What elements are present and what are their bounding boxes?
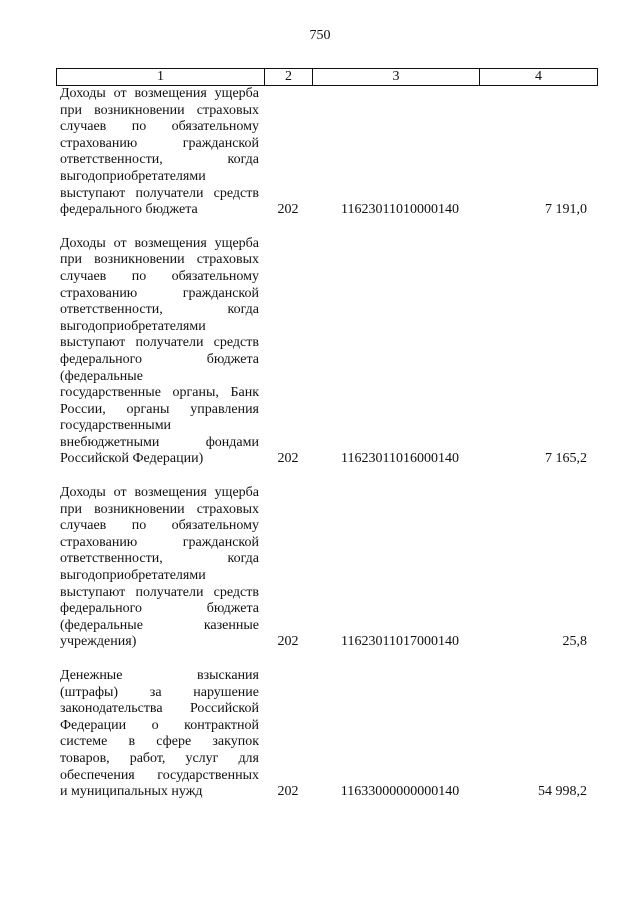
- description-line: государственные органы, Банк: [60, 385, 259, 401]
- row-description: [56, 668, 259, 801]
- description-line: Российской Федерации): [60, 451, 204, 467]
- description-line: выступают получатели средств: [60, 584, 259, 600]
- row-kbk-code: 11633000000000140: [340, 784, 460, 800]
- description-line: Денежные взыскания: [60, 668, 259, 683]
- row-description: [56, 236, 259, 468]
- description-line: ответственности, когда: [60, 152, 259, 168]
- row-amount: 54 998,2: [538, 784, 587, 800]
- description-line: выгодоприобретателями: [60, 318, 206, 334]
- header-col-2: 2: [265, 69, 313, 86]
- description-line: федерального бюджета: [60, 202, 198, 218]
- row-description: [56, 485, 259, 651]
- description-line: (федеральные: [60, 368, 143, 384]
- description-line: при возникновении страховых: [60, 501, 259, 517]
- description-line: ответственности, когда: [60, 551, 259, 567]
- description-line: Доходы от возмещения ущерба: [60, 235, 259, 251]
- description-line: Федерации о контрактной: [60, 717, 259, 733]
- row-description: [56, 86, 259, 219]
- description-line: страхованию гражданской: [60, 534, 259, 550]
- description-line: (штрафы) за нарушение: [60, 684, 259, 700]
- description-line: случаев по обязательному: [60, 518, 259, 534]
- description-line: и муниципальных нужд: [60, 784, 203, 800]
- description-line: случаев по обязательному: [60, 268, 259, 284]
- table-row: [56, 86, 593, 219]
- description-line: товаров, работ, услуг для: [60, 750, 259, 766]
- row-admin-code: 202: [277, 784, 299, 800]
- description-line: при возникновении страховых: [60, 252, 259, 268]
- description-line: государственными: [60, 418, 172, 434]
- row-amount: 25,8: [562, 634, 587, 650]
- row-kbk-code: 11623011016000140: [341, 451, 459, 467]
- description-line: федерального бюджета: [60, 601, 259, 617]
- row-admin-code: 202: [277, 634, 299, 650]
- table-row: [56, 485, 593, 651]
- description-line: страхованию гражданской: [60, 135, 259, 151]
- description-line: федерального бюджета: [60, 351, 259, 367]
- description-line: страхованию гражданской: [60, 285, 259, 301]
- description-line: законодательства Российской: [60, 701, 259, 717]
- description-line: внебюджетными фондами: [60, 434, 259, 450]
- description-line: Доходы от возмещения ущерба: [60, 86, 259, 101]
- row-amount: 7 191,0: [545, 202, 587, 218]
- description-line: Доходы от возмещения ущерба: [60, 485, 259, 501]
- row-admin-code: 202: [277, 451, 299, 467]
- description-line: ответственности, когда: [60, 302, 259, 318]
- row-amount: 7 165,2: [545, 451, 587, 467]
- description-line: выступают получатели средств: [60, 335, 259, 351]
- row-kbk-code: 11623011010000140: [341, 202, 459, 218]
- header-row: [57, 69, 598, 86]
- row-kbk-code: 11623011017000140: [341, 634, 459, 650]
- description-line: системе в сфере закупок: [60, 734, 259, 750]
- table-body: [56, 86, 593, 818]
- description-line: обеспечения государственных: [60, 767, 259, 783]
- table-row: [56, 668, 593, 801]
- header-col-3: 3: [313, 69, 480, 86]
- description-line: при возникновении страховых: [60, 102, 259, 118]
- description-line: случаев по обязательному: [60, 119, 259, 135]
- table-header: [56, 68, 598, 86]
- description-line: выгодоприобретателями: [60, 168, 206, 184]
- header-col-1: 1: [57, 69, 265, 86]
- header-col-4: 4: [480, 69, 598, 86]
- description-line: России, органы управления: [60, 401, 259, 417]
- description-line: выступают получатели средств: [60, 185, 259, 201]
- row-admin-code: 202: [277, 202, 299, 218]
- page-number: 750: [309, 28, 331, 43]
- table-row: [56, 236, 593, 468]
- description-line: выгодоприобретателями: [60, 568, 206, 584]
- description-line: учреждения): [60, 634, 137, 650]
- description-line: (федеральные казенные: [60, 617, 259, 633]
